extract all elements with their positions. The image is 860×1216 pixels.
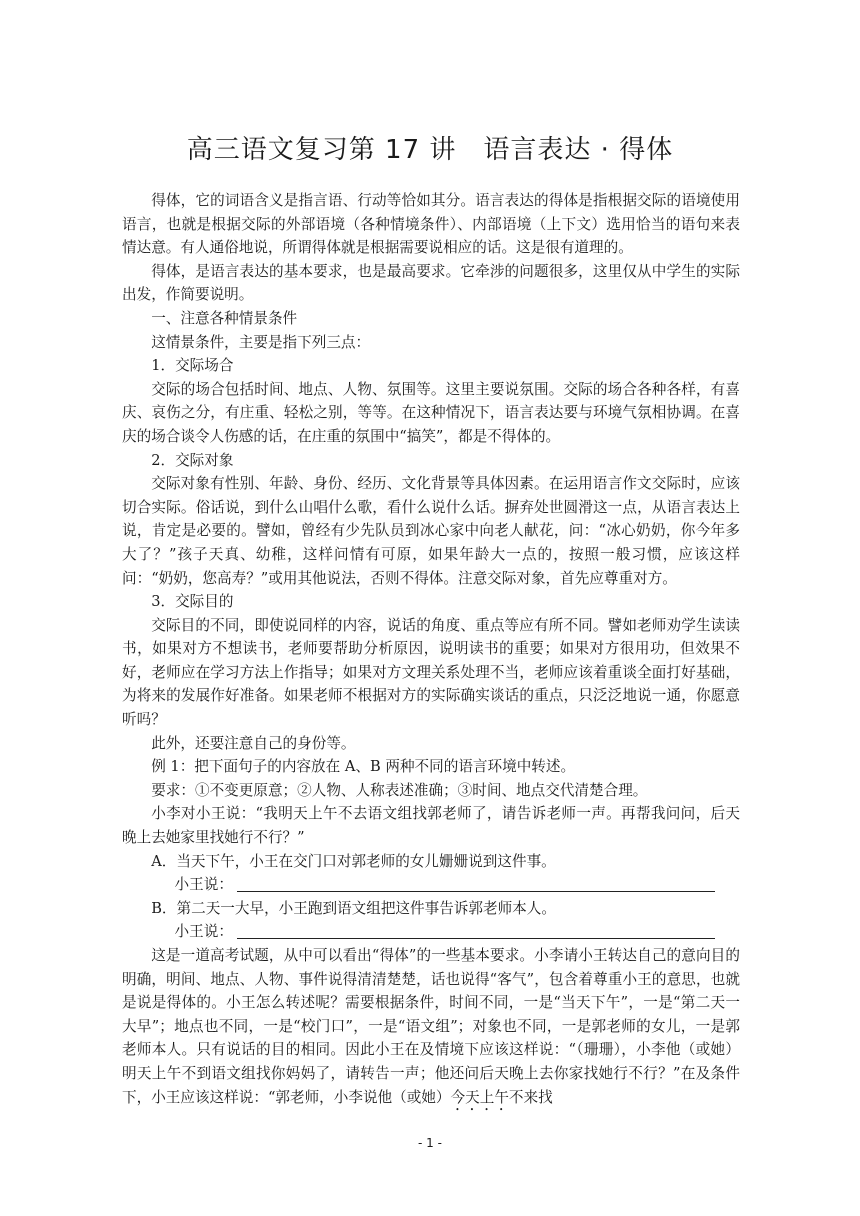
example-1-quote: 小李对小王说：“我明天上午不去语文组找郭老师了，请告诉老师一声。再帮我问问，后天晚上去她家里找她行不行？” [122,805,740,847]
analysis-paragraph [122,944,740,1114]
page-title: 高三语文复习第 17 讲 语言表达 · 得体 [186,135,674,165]
paragraph-identity: 此外，还要注意自己的身份等。 [151,734,356,752]
paragraph-audience: 交际对象有性别、年龄、身份、经历、文化背景等具体因素。在运用语言作文交际时，应该切合实际。俗话说，到什么山唱什么歌，看什么说什么话。摒弃处世圆滑这一点，从语言表达上说，肯定是必要的。譬如，曾经有少先队员到冰心家中向老人献花，问：“冰心奶奶，你今年多大了？”孩子天真、幼稚，这样问情有可原，如果年龄大一点的，按照一般习惯，应该这样问：“奶奶，您高寿？”或用其他说法，否则不得体。注意交际对象，首先应尊重对方。 [122,475,740,587]
answer-line-b [122,920,740,944]
example-1-requirements: 要求：①不变更原意；②人物、人称表述准确；③时间、地点交代清楚合理。 [151,781,648,799]
answer-blank-a[interactable] [237,875,715,892]
intro-paragraph-2: 得体，是语言表达的基本要求，也是最高要求。它牵涉的问题很多，这里仅从中学生的实际出发，作简要说明。 [122,262,740,304]
paragraph-purpose: 交际目的不同，即使说同样的内容，说话的角度、重点等应有所不同。譬如老师劝学生读读书，如果对方不想读书，老师要帮助分析原因，说明读书的重要；如果对方很用功，但效果不好，老师应在学习方法上作指导；如果对方文理关系处理不当，老师应该着重谈全面打好基础，为将来的发展作好准备。如果老师不根据对方的实际确实谈话的重点，只泛泛地说一通，你愿意听吗？ [122,616,740,729]
paragraph-occasion: 交际的场合包括时间、地点、人物、氛围等。这里主要说氛围。交际的场合各种各样，有喜庆、哀伤之分，有庄重、轻松之别，等等。在这种情况下，语言表达要与环境气氛相协调。在喜庆的场合谈令人伤感的话，在庄重的氛围中“搞笑”，都是不得体的。 [122,380,740,445]
section-heading-1: 一、注意各种情景条件 [151,309,298,327]
intro-paragraph-1: 得体，它的词语含义是指言语、行动等恰如其分。语言表达的得体是指根据交际的语境使用语言，也就是根据交际的外部语境（各种情境条件）、内部语境（上下文）选用恰当的语句来表情达意。有人通俗地说，所谓得体就是根据需要说相应的话。这是很有道理的。 [122,192,740,257]
option-a: A．当天下午，小王在交门口对郭老师的女儿姗姗说到这件事。 [151,852,556,870]
subheading-occasion: 1．交际场合 [151,357,234,375]
answer-blank-b[interactable] [237,922,715,939]
answer-label-b: 小王说： [174,923,233,941]
answer-label-a: 小王说： [174,876,233,894]
answer-line-a [122,873,740,897]
analysis-emphasis: 今天上午 [450,1088,509,1106]
example-1-prompt: 例 1：把下面句子的内容放在 A、B 两种不同的语言环境中转述。 [151,758,576,776]
analysis-text: 这是一道高考试题，从中可以看出“得体”的一些基本要求。小李请小王转达自己的意向目的明确，明间、地点、人物、事件说得清清楚楚，话也说得“客气”，包含着尊重小王的意思，也就是说是得体的。小王怎么转述呢？需要根据条件，时间不同，一是“当天下午”，一是“第二天一大早”；地点也不同，一是“校门口”，一是“语文组”；对象也不同，一是郭老师的女儿，一是郭老师本人。只有说话的目的相同。因此小王在及情境下应该这样说：“（珊珊），小李他（或她）明天上午不到语文组找你妈妈了，请转告一声；他还问后天晚上去你家找她行不行？”在及条件下，小王应该这样说：“郭老师，小李说他（或她） [122,947,740,1106]
section-intro: 这情景条件，主要是指下列三点： [151,333,371,351]
subheading-audience: 2．交际对象 [151,451,234,469]
document-body [122,189,740,1114]
analysis-tail: 不来找 [508,1088,553,1106]
subheading-purpose: 3．交际目的 [151,593,234,611]
page-number: - 1 - [418,1136,442,1150]
option-b: B．第二天一大早，小王跑到语文组把这件事告诉郭老师本人。 [151,899,556,917]
